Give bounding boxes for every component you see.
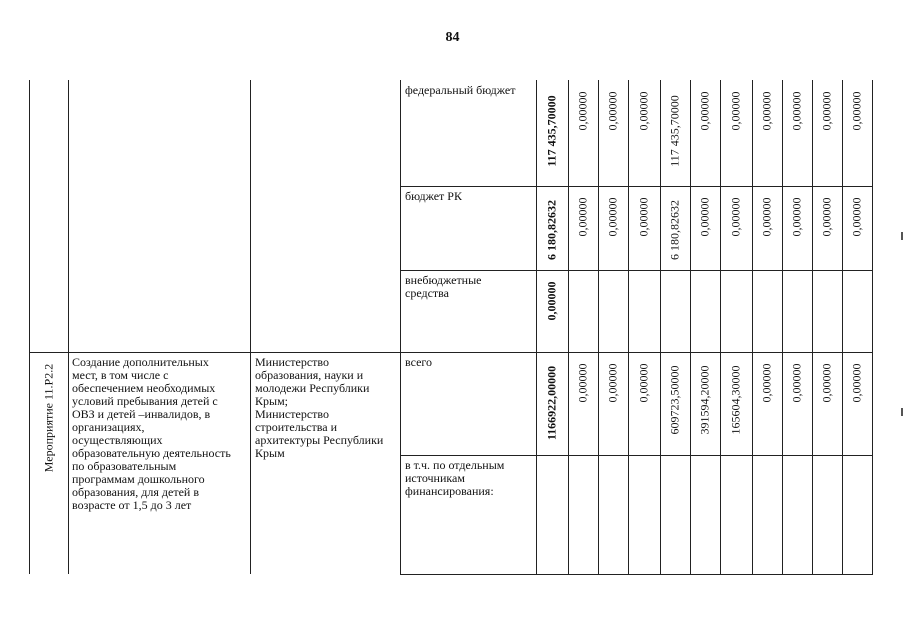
funding-value: 391594,20000	[697, 365, 712, 435]
funding-source-label: внебюджетные средства	[405, 273, 482, 300]
funding-value: 0,00000	[789, 197, 804, 237]
funding-value: 0,00000	[728, 91, 743, 131]
table-row-line	[400, 186, 873, 187]
funding-value: 117 435,70000	[544, 95, 559, 167]
funding-value: 0,00000	[819, 197, 834, 237]
funding-source-label: федеральный бюджет	[405, 83, 516, 97]
funding-value: 0,00000	[849, 91, 864, 131]
table-column-line	[400, 80, 401, 574]
measure-code: Мероприятие 11.Р2.2	[41, 363, 55, 473]
table-row-line	[400, 270, 873, 271]
funding-value: 0,00000	[605, 197, 620, 237]
table-column-line	[872, 80, 873, 574]
funding-value: 0,00000	[759, 91, 774, 131]
table-column-line	[752, 80, 753, 574]
funding-value: 0,00000	[849, 363, 864, 403]
funding-value: 6 180,82632	[667, 200, 682, 261]
table-column-line	[782, 80, 783, 574]
table-column-line	[842, 80, 843, 574]
funding-value: 0,00000	[759, 363, 774, 403]
funding-value: 165604,30000	[728, 365, 743, 435]
funding-value: 0,00000	[605, 91, 620, 131]
funding-value: 0,00000	[636, 197, 651, 237]
funding-value: 0,00000	[575, 363, 590, 403]
funding-value: 0,00000	[636, 363, 651, 403]
funding-source-label: всего	[405, 355, 433, 369]
measure-divider-line	[29, 352, 873, 353]
funding-value: 0,00000	[575, 91, 590, 131]
table-column-line	[690, 80, 691, 574]
funding-value: 0,00000	[575, 197, 590, 237]
funding-value: 609723,50000	[667, 365, 682, 435]
funding-value: 117 435,70000	[667, 95, 682, 167]
funding-value: 0,00000	[789, 363, 804, 403]
table-column-line	[568, 80, 569, 574]
page-number: 84	[445, 30, 460, 45]
funding-value: 0,00000	[759, 197, 774, 237]
margin-mark	[901, 408, 903, 416]
funding-value: 0,00000	[697, 91, 712, 131]
table-column-line	[250, 80, 251, 574]
funding-value: 0,00000	[819, 363, 834, 403]
funding-value: 0,00000	[819, 91, 834, 131]
funding-value: 6 180,82632	[544, 200, 559, 261]
funding-value: 0,00000	[636, 91, 651, 131]
funding-value: 0,00000	[697, 197, 712, 237]
margin-mark	[901, 232, 903, 240]
table-column-line	[812, 80, 813, 574]
measure-executor: Министерство образования, науки и молодежи Республики Крым; Министерство строительства и архитектуры Республики Крым	[255, 355, 384, 460]
table-column-line	[720, 80, 721, 574]
funding-value: 0,00000	[728, 197, 743, 237]
funding-value: 0,00000	[544, 281, 559, 321]
table-bottom-line	[400, 574, 873, 575]
funding-value: 0,00000	[789, 91, 804, 131]
table-column-line	[68, 80, 69, 574]
table-column-line	[536, 80, 537, 574]
funding-source-label: в т.ч. по отдельным источникам финансирования:	[405, 458, 505, 498]
measure-description: Создание дополнительных мест, в том числе с обеспечением необходимых условий пребывания детей с ОВЗ и детей –инвалидов, в организациях, осуществляющих образовательную деятельность по образовательным программам дошкольного образования, для детей в возрасте от 1,5 до 3 лет	[72, 355, 231, 512]
table-column-line	[660, 80, 661, 574]
table-row-line	[400, 455, 873, 456]
table-column-line	[628, 80, 629, 574]
funding-value: 1166922,00000	[544, 365, 559, 441]
funding-source-label: бюджет РК	[405, 189, 462, 203]
funding-value: 0,00000	[605, 363, 620, 403]
table-column-line	[29, 80, 30, 574]
funding-value: 0,00000	[849, 197, 864, 237]
table-column-line	[598, 80, 599, 574]
